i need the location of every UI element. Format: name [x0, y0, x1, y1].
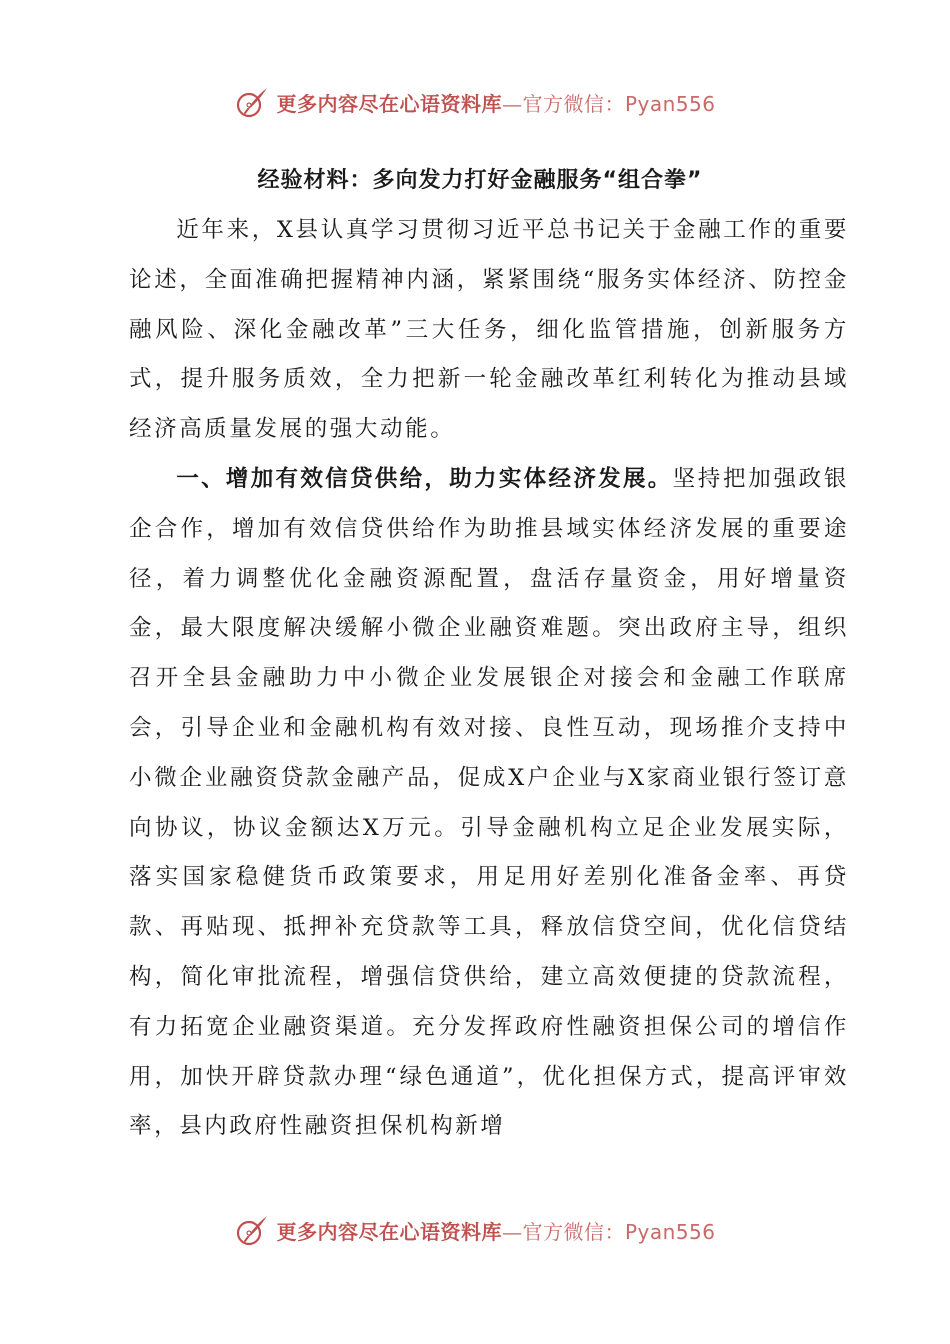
section-1-heading: 一、增加有效信贷供给，助力实体经济发展。: [176, 465, 673, 492]
header-watermark-banner: [0, 80, 950, 124]
footer-watermark-text: [276, 1216, 715, 1245]
section-1-paragraph: [129, 455, 849, 1152]
document-body: [129, 156, 849, 1152]
separator: —: [501, 1219, 523, 1244]
brand-text: 更多内容尽在心语资料库: [276, 91, 502, 116]
separator: —: [501, 91, 523, 116]
quill-pen-logo-icon: [234, 1212, 270, 1248]
document-title: 经验材料：多向发力打好金融服务“组合拳”: [257, 168, 703, 193]
wechat-label: 官方微信：: [522, 1219, 625, 1244]
section-1-body: 坚持把加强政银企合作，增加有效信贷供给作为助推县域实体经济发展的重要途径，着力调整优化金融资源配置，盘活存量资金，用好增量资金，最大限度解决缓解小微企业融资难题。突出政府主导，组织召开全县金融助力中小微企业发展银企对接会和金融工作联席会，引导企业和金融机构有效对接、良性互动，现场推介支持中小微企业融资贷款金融产品，促成X户企业与X家商业银行签订意向协议，协议金额达X万元。引导金融机构立足企业发展实际，落实国家稳健货币政策要求，用足用好差别化准备金率、再贷款、再贴现、抵押补充贷款等工具，释放信贷空间，优化信贷结构，简化审批流程，增强信贷供给，建立高效便捷的贷款流程，有力拓宽企业融资渠道。充分发挥政府性融资担保公司的增信作用，加快开辟贷款办理“绿色通道”，优化担保方式，提高评审效率，县内政府性融资担保机构新增: [129, 465, 849, 1140]
quill-pen-logo-icon: [234, 84, 270, 120]
wechat-label: 官方微信：: [522, 91, 625, 116]
wechat-id: Pyan556: [624, 91, 716, 116]
header-watermark-text: [276, 88, 715, 117]
footer-watermark-banner: [0, 1208, 950, 1252]
intro-paragraph: 近年来，X县认真学习贯彻习近平总书记关于金融工作的重要论述，全面准确把握精神内涵，紧紧围绕“服务实体经济、防控金融风险、深化金融改革”三大任务，细化监管措施，创新服务方式，提升服务质效，全力把新一轮金融改革红利转化为推动县域经济高质量发展的强大动能。: [129, 217, 849, 443]
wechat-id: Pyan556: [624, 1219, 716, 1244]
brand-text: 更多内容尽在心语资料库: [276, 1219, 502, 1244]
